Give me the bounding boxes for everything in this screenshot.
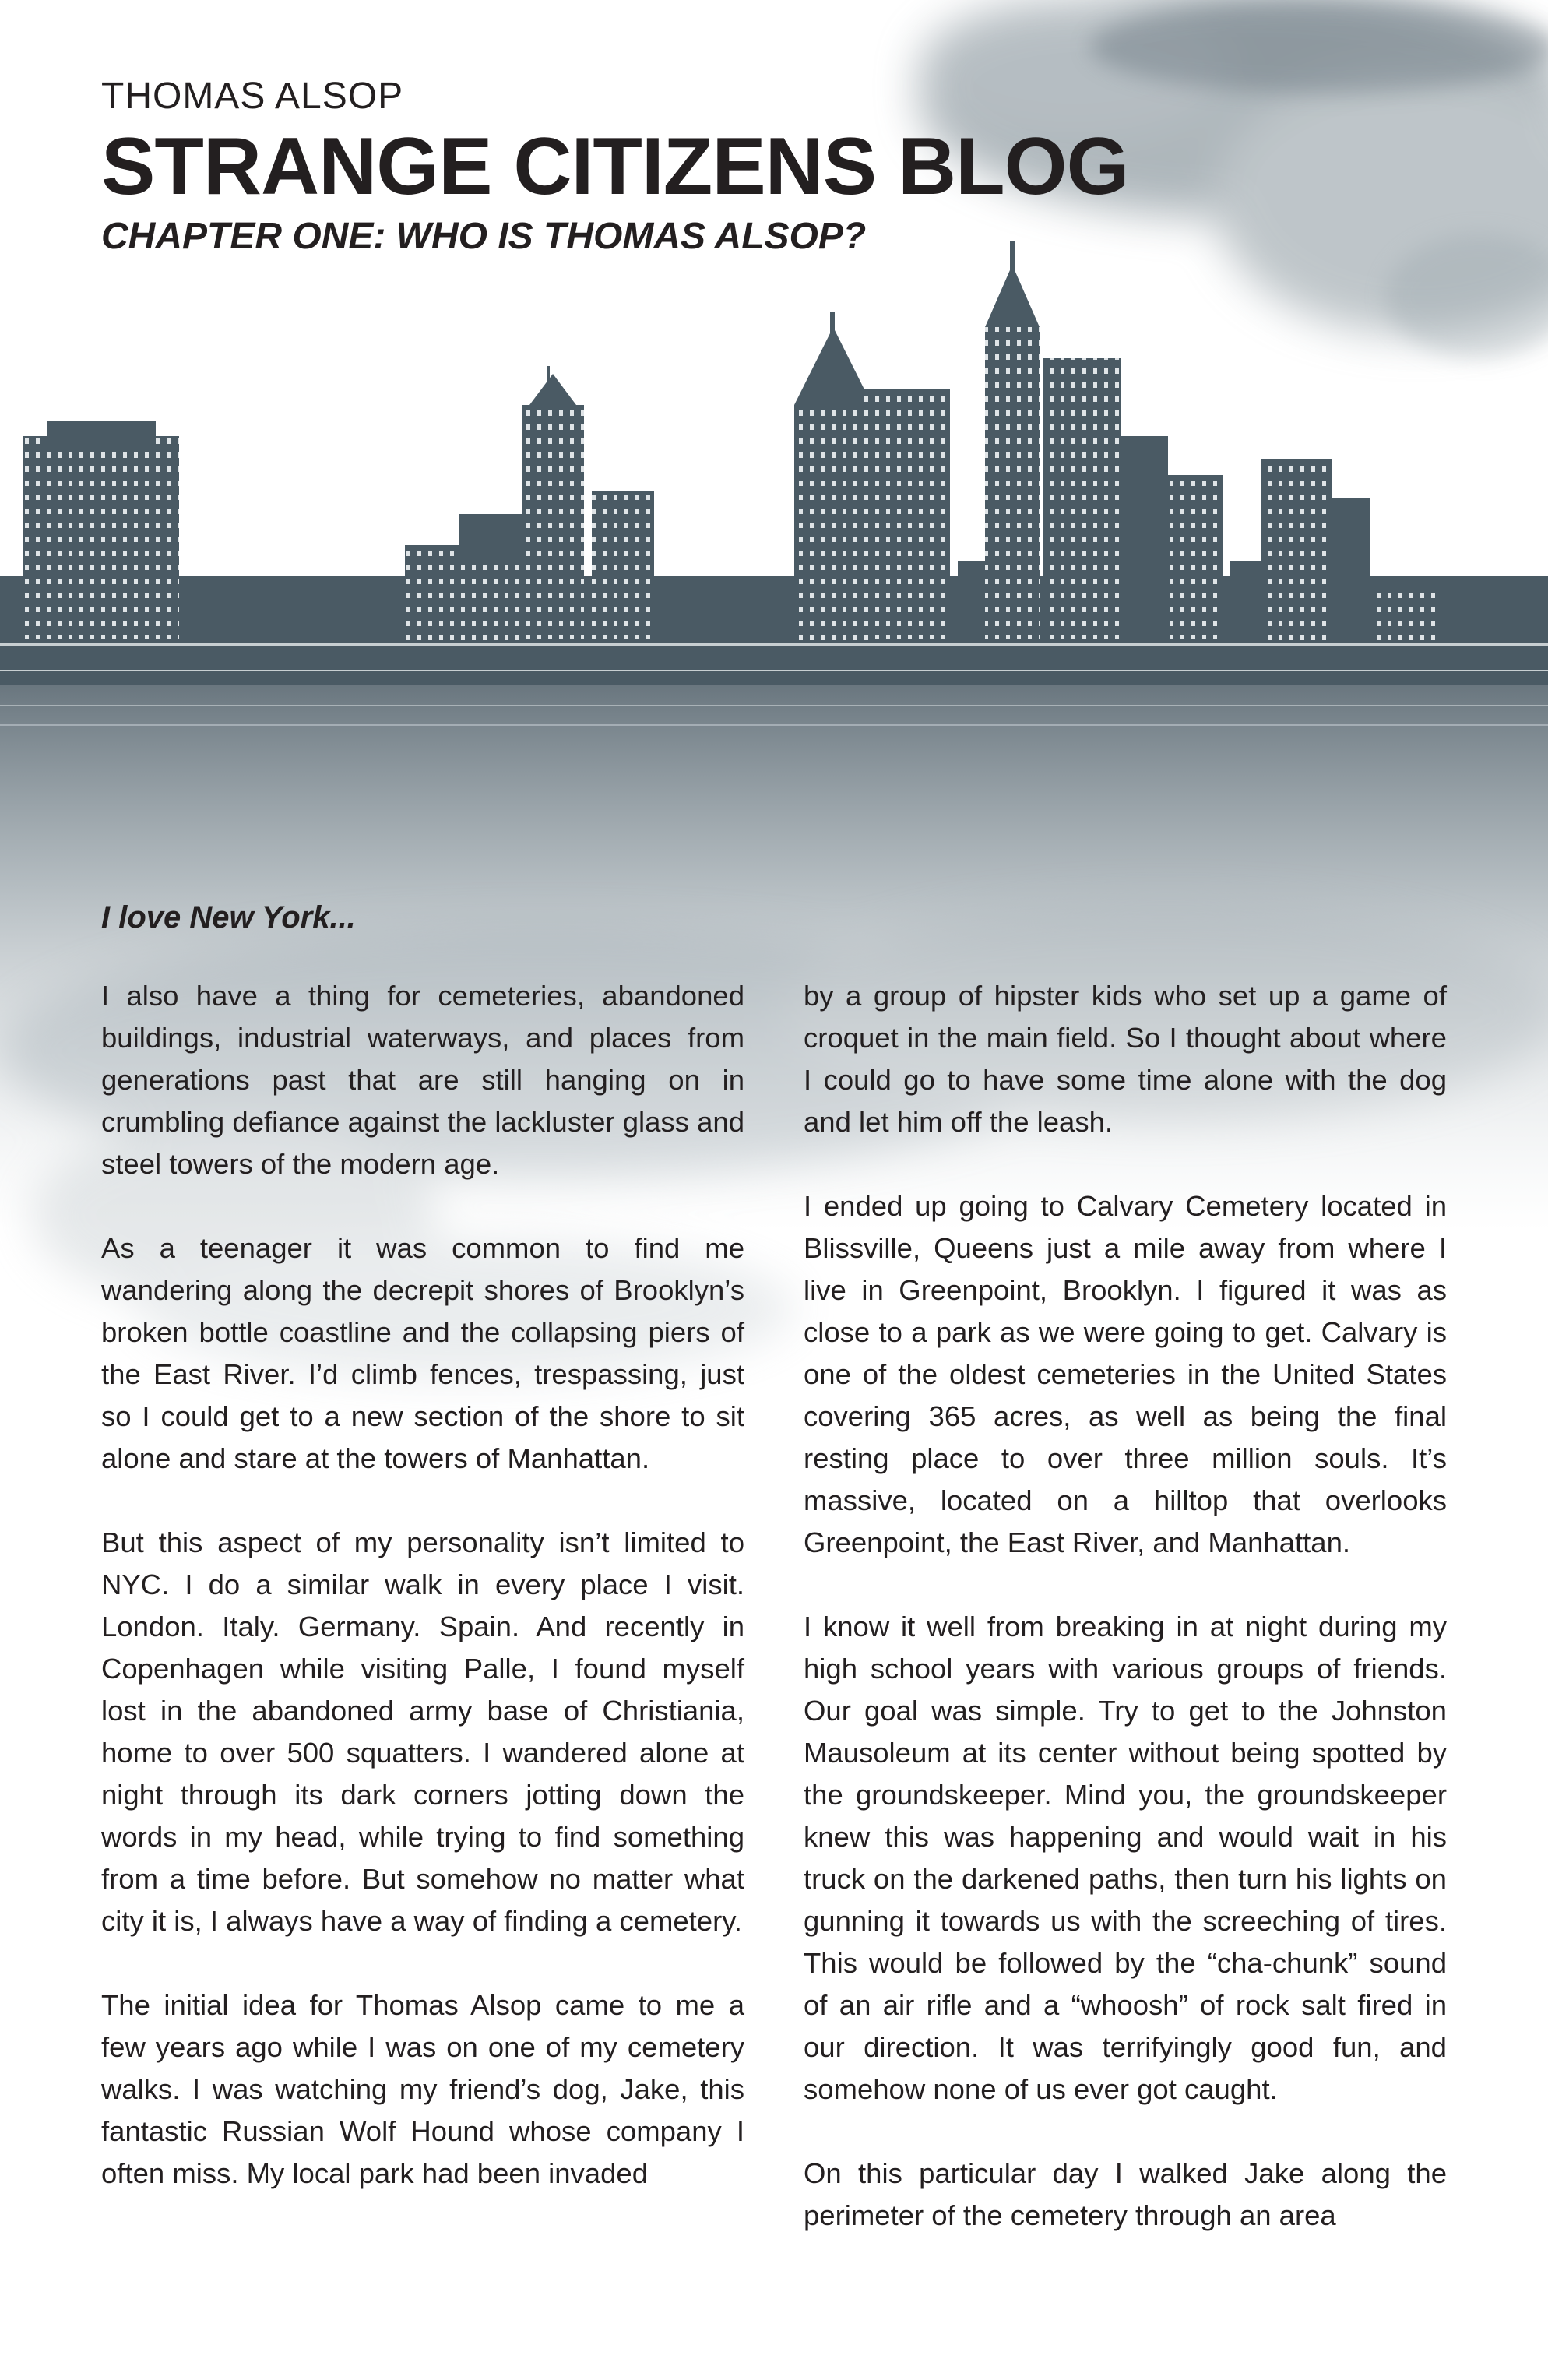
paragraph: I ended up going to Calvary Cemetery located in Blissville, Queens just a mile away from where I live in Greenpoint, Brooklyn. I figured it was as close to a park as we were going to get. Calvary is one of the oldest cemeteries in the United States covering 365 acres, as well as being the final resting place to over three million souls. It’s massive, located on a hilltop that overlooks Greenpoint, the East River, and Manhattan. bbox=[804, 1190, 1447, 1558]
paragraph: I also have a thing for cemeteries, abandoned buildings, industrial waterways, and places from generations past that are still hanging on in crumbling defiance against the lackluster glass and steel towers of the modern age. bbox=[101, 980, 744, 1180]
left-column bbox=[101, 975, 744, 2237]
chapter-subtitle: CHAPTER ONE: WHO IS THOMAS ALSOP? bbox=[101, 216, 867, 257]
article-lead: I love New York... bbox=[101, 900, 356, 935]
paragraph: On this particular day I walked Jake along the perimeter of the cemetery through an area bbox=[804, 2157, 1447, 2231]
byline: THOMAS ALSOP bbox=[101, 76, 404, 117]
paragraph: The initial idea for Thomas Alsop came to me a few years ago while I was on one of my cemetery walks. I was watching my friend’s dog, Jake, this fantastic Russian Wolf Hound whose company I often miss. My local park had been invaded bbox=[101, 1989, 744, 2189]
paragraph: I know it well from breaking in at night during my high school years with various groups of friends. Our goal was simple. Try to get to the Johnston Mausoleum at its center without being spotted by the groundskeeper. Mind you, the groundskeeper knew this was happening and would wait in his truck on the darkened paths, then turn his lights on gunning it towards us with the screeching of tires. This would be followed by the “cha-chunk” sound of an air rifle and a “whoosh” of rock salt fired in our direction. It was terrifyingly good fun, and somehow none of us ever got caught. bbox=[804, 1611, 1447, 2105]
paragraph: But this aspect of my personality isn’t limited to NYC. I do a similar walk in every place I visit. London. Italy. Germany. Spain. And recently in Copenhagen while visiting Palle, I found myself lost in the abandoned army base of Christiania, home to over 500 squatters. I wandered alone at night through its dark corners jotting down the words in my head, while trying to find something from a time before. But somehow no matter what city it is, I always have a way of finding a cemetery. bbox=[101, 1526, 744, 1937]
paragraph: As a teenager it was common to find me wandering along the decrepit shores of Brooklyn’s broken bottle coastline and the collapsing piers of the East River. I’d climb fences, trespassing, just so I could get to a new section of the shore to sit alone and stare at the towers of Manhattan. bbox=[101, 1232, 744, 1474]
article-header bbox=[101, 78, 1128, 255]
right-column bbox=[804, 975, 1447, 2279]
paragraph: by a group of hipster kids who set up a game of croquet in the main field. So I thought about where I could go to have some time alone with the dog and let him off the leash. bbox=[804, 980, 1447, 1138]
page-title: STRANGE CITIZENS BLOG bbox=[101, 121, 1129, 212]
